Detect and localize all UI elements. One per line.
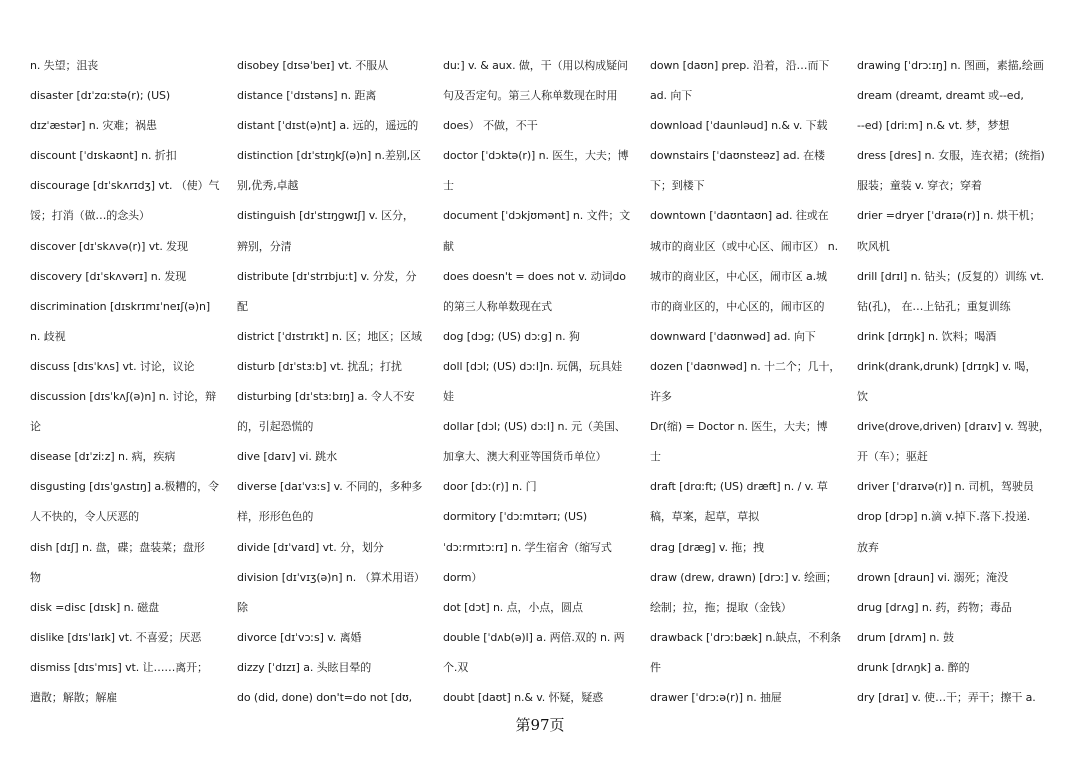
entry-line: doctor [ˈdɔktə(r)] n. 医生，大夫；博 (443, 149, 629, 163)
entry-line: Dr(缩) = Doctor n. 医生，大夫；博 (650, 420, 828, 434)
entry-line: double [ˈdʌb(ə)l] a. 两倍.双的 n. 两 (443, 630, 625, 644)
entry-line: 服装；童装 v. 穿衣；穿着 (857, 179, 982, 193)
entry-line: dollar [dɔl; (US) dɔːl] n. 元（美国、 (443, 420, 626, 434)
column-4 (650, 51, 855, 711)
entry-line: dismiss [dɪsˈmɪs] vt. 让……离开； (30, 660, 208, 674)
entry-line: diverse [daɪˈvɜːs] v. 不同的，多种多 (237, 480, 423, 494)
entry-line: 稿，草案，起草，草拟 (650, 510, 759, 524)
entry-line: 献 (443, 239, 454, 253)
entry-line: downtown [ˈdaʊntaʊn] ad. 往或在 (650, 209, 829, 223)
entry-line: distribute [dɪˈstrɪbjuːt] v. 分发，分 (237, 269, 417, 283)
entry-line: discrimination [dɪskrɪmɪˈneɪʃ(ə)n] (30, 299, 211, 313)
entry-line: --ed) [driːm] n.& vt. 梦，梦想 (857, 119, 1010, 133)
entry-line: dozen [ˈdaʊnwəd] n. 十二个；几十， (650, 359, 841, 373)
entry-line: drawing [ˈdrɔːɪŋ] n. 图画，素描,绘画 (857, 59, 1044, 72)
entry-line: 城市的商业区，中心区，闹市区 a.城 (650, 269, 827, 283)
entry-line: 句及否定句。第三人称单数现在时用 (443, 89, 618, 103)
entry-line: do (did, done) don't=do not [dʊ, (237, 690, 413, 704)
entry-line: n. 失望；沮丧 (30, 59, 99, 72)
entry-line: distinguish [dɪˈstɪŋgwɪʃ] v. 区分， (237, 209, 414, 223)
entry-line: dive [daɪv] vi. 跳水 (237, 450, 337, 464)
entry-line: driver [ˈdraɪvə(r)] n. 司机，驾驶员 (857, 480, 1034, 494)
entry-line: 件 (650, 660, 661, 674)
entry-line: drown [draun] vi. 溺死；淹没 (857, 570, 1008, 584)
entry-line: 士 (443, 179, 454, 193)
entry-line: drier =dryer [ˈdraɪə(r)] n. 烘干机； (857, 209, 1041, 223)
entry-line: divorce [dɪˈvɔːs] v. 离婚 (237, 630, 362, 644)
entry-line: 吹风机 (857, 239, 890, 253)
entry-line: disobey [dɪsəˈbeɪ] vt. 不服从 (237, 59, 388, 72)
entry-line: 配 (237, 299, 248, 313)
entry-line: 士 (650, 450, 661, 464)
column-3 (443, 51, 648, 711)
entry-line: dog [dɔg; (US) dɔːg] n. 狗 (443, 329, 580, 343)
entry-line: 开（车）；驱赶 (857, 450, 928, 464)
entry-line: does doesn't = does not v. 动词do (443, 269, 626, 283)
entry-line: 样，形形色色的 (237, 510, 314, 524)
entry-line: 饮 (857, 390, 868, 404)
entry-line: 下；到楼下 (650, 179, 705, 193)
entry-line: division [dɪˈvɪʒ(ə)n] n. （算术用语） (237, 570, 425, 584)
entry-line: ˈdɔːrmɪtɔːrɪ] n. 学生宿舍（缩写式 (443, 540, 612, 554)
entry-line: disk =disc [dɪsk] n. 磁盘 (30, 600, 160, 614)
entry-line: drawer [ˈdrɔːə(r)] n. 抽屉 (650, 690, 782, 704)
entry-line: distinction [dɪˈstɪŋkʃ(ə)n] n.差别,区 (237, 149, 421, 163)
entry-line: download [ˈdaunləud] n.& v. 下载 (650, 119, 828, 133)
entry-line: dish [dɪʃ] n. 盘，碟；盘装菜；盘形 (30, 540, 205, 554)
entry-line: discover [dɪˈskʌvə(r)] vt. 发现 (30, 239, 188, 253)
entry-line: drive(drove,driven) [draɪv] v. 驾驶， (857, 420, 1050, 434)
entry-line: 人不快的，令人厌恶的 (30, 510, 139, 524)
entry-line: discuss [dɪsˈkʌs] vt. 讨论，议论 (30, 359, 195, 373)
entry-line: dream (dreamt, dreamt 或--ed, (857, 89, 1024, 103)
entry-line: drawback [ˈdrɔːbæk] n.缺点，不利条 (650, 630, 842, 644)
entry-line: downstairs [ˈdaʊnsteəz] ad. 在楼 (650, 149, 825, 163)
entry-line: 除 (237, 600, 248, 614)
entry-line: down [daʊn] prep. 沿着，沿…而下 (650, 59, 830, 72)
entry-line: 个.双 (443, 660, 469, 674)
entry-line: dizzy [ˈdɪzɪ] a. 头眩目晕的 (237, 660, 372, 674)
column-2 (237, 51, 442, 711)
entry-line: 娃 (443, 390, 454, 404)
entry-line: dormitory [ˈdɔːmɪtərɪ; (US) (443, 510, 588, 524)
column-5 (857, 51, 1062, 711)
entry-line: 城市的商业区（或中心区、闹市区） n. (650, 239, 839, 253)
entry-line: doubt [daʊt] n.& v. 怀疑，疑惑 (443, 690, 604, 704)
entry-line: 的第三人称单数现在式 (443, 299, 552, 313)
entry-line: 许多 (650, 390, 672, 404)
entry-line: discussion [dɪsˈkʌʃ(ə)n] n. 讨论，辩 (30, 390, 217, 404)
entry-line: document [ˈdɔkjʊmənt] n. 文件；文 (443, 209, 631, 223)
entry-line: dry [draɪ] v. 使…干；弄干；擦干 a. (857, 690, 1036, 704)
entry-line: 市的商业区的，中心区的，闹市区的 (650, 299, 825, 313)
entry-line: distant [ˈdɪst(ə)nt] a. 远的，遥远的 (237, 119, 419, 133)
entry-line: 馁；打消（做…的念头） (30, 209, 150, 223)
entry-line: disturbing [dɪˈstɜːbɪŋ] a. 令人不安 (237, 390, 415, 404)
entry-line: dorm） (443, 570, 483, 584)
entry-line: n. 歧视 (30, 329, 66, 343)
entry-line: disturb [dɪˈstɜːb] vt. 扰乱；打扰 (237, 359, 402, 373)
page-number: 第97页 (515, 716, 565, 734)
entry-line: door [dɔː(r)] n. 门 (443, 480, 537, 494)
entry-line: distance [ˈdɪstəns] n. 距离 (237, 89, 377, 103)
entry-line: draw (drew, drawn) [drɔː] v. 绘画； (650, 570, 837, 584)
entry-line: divide [dɪˈvaɪd] vt. 分，划分 (237, 540, 384, 554)
column-1 (30, 51, 235, 711)
entry-line: 放弃 (857, 540, 879, 554)
entry-line: duː] v. & aux. 做，干（用以构成疑问 (443, 59, 628, 72)
entry-line: ad. 向下 (650, 89, 693, 103)
entry-line: discount [ˈdɪskaʊnt] n. 折扣 (30, 149, 177, 163)
entry-line: drunk [drʌŋk] a. 醉的 (857, 660, 970, 674)
entry-line: drink [drɪŋk] n. 饮料；喝酒 (857, 329, 997, 343)
entry-line: disaster [dɪˈzɑːstə(r); (US) (30, 89, 171, 103)
entry-line: discourage [dɪˈskʌrɪdʒ] vt. （使）气 (30, 179, 220, 193)
entry-line: drink(drank,drunk) [drɪŋk] v. 喝， (857, 359, 1037, 373)
entry-line: drag [dræg] v. 拖；拽 (650, 540, 764, 554)
entry-line: 钻(孔)， 在…上钻孔；重复训练 (857, 299, 1011, 313)
entry-line: 物 (30, 570, 41, 584)
entry-line: 辨别，分清 (237, 239, 292, 253)
entry-line: 绘制；拉，拖；提取（金钱） (650, 600, 792, 614)
entry-line: drop [drɔp] n.滴 v.掉下.落下.投递. (857, 510, 1030, 524)
entry-line: drug [drʌg] n. 药，药物；毒品 (857, 600, 1012, 614)
entry-line: downward [ˈdaʊnwəd] ad. 向下 (650, 329, 816, 343)
entry-line: drill [drɪl] n. 钻头；(反复的）训练 vt. (857, 269, 1044, 283)
entry-line: 别,优秀,卓越 (237, 179, 299, 193)
entry-line: dot [dɔt] n. 点，小点，圆点 (443, 600, 583, 614)
entry-line: drum [drʌm] n. 鼓 (857, 630, 954, 644)
entry-line: dɪzˈæstər] n. 灾难；祸患 (30, 119, 157, 133)
entry-line: doll [dɔl; (US) dɔːl]n. 玩偶，玩具娃 (443, 359, 623, 373)
entry-line: does） 不做，不干 (443, 119, 538, 133)
entry-line: draft [drɑːft; (US) dræft] n. / v. 草 (650, 480, 828, 494)
entry-line: disease [dɪˈziːz] n. 病，疾病 (30, 450, 176, 464)
entry-line: dress [dres] n. 女服，连衣裙；(统指) (857, 149, 1045, 163)
entry-line: 论 (30, 420, 41, 434)
entry-line: disgusting [dɪsˈgʌstɪŋ] a.极糟的，令 (30, 480, 219, 494)
entry-line: district [ˈdɪstrɪkt] n. 区；地区；区域 (237, 329, 422, 343)
entry-line: discovery [dɪˈskʌvərɪ] n. 发现 (30, 269, 187, 283)
entry-line: 遣散；解散；解雇 (30, 690, 118, 704)
entry-line: 加拿大、澳大利亚等国货币单位） (443, 450, 607, 464)
entry-line: 的，引起恐慌的 (237, 420, 314, 434)
entry-line: dislike [dɪsˈlaɪk] vt. 不喜爱；厌恶 (30, 630, 202, 644)
